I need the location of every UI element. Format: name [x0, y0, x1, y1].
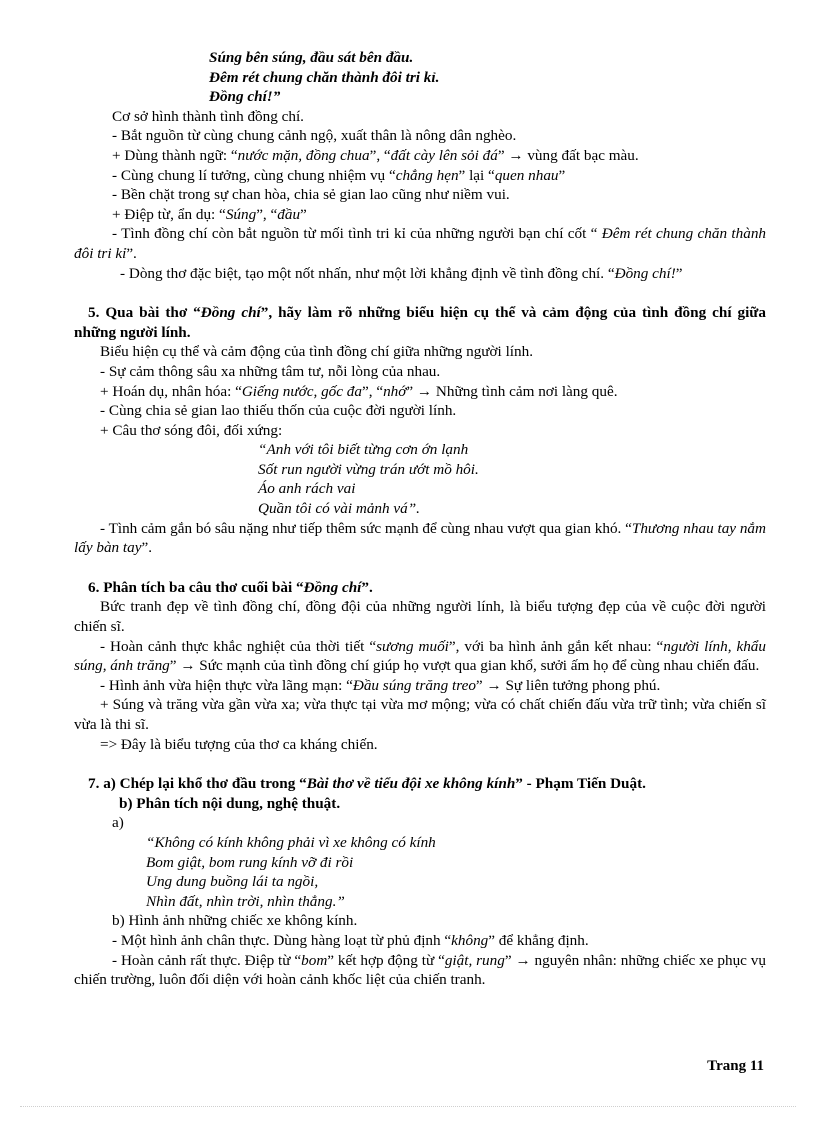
- poem-line: Đồng chí!”: [209, 88, 281, 106]
- paragraph: + Súng và trăng vừa gần vừa xa; vừa thực tại vừa mơ mộng; vừa có chất chiến đấu vừa trữ tình; vừa chiến sĩ vừa là thi sĩ.: [74, 696, 766, 733]
- paragraph: + Câu thơ sóng đôi, đối xứng:: [100, 421, 283, 439]
- poem-line: “Anh với tôi biết từng cơn ớn lạnh: [258, 441, 469, 459]
- poem-line: Nhìn đất, nhìn trời, nhìn thẳng.”: [146, 892, 345, 910]
- poem-line: Súng bên súng, đầu sát bên đầu.: [209, 49, 414, 66]
- poem-line: Áo anh rách vai: [258, 480, 356, 498]
- page-number: Trang 11: [707, 1058, 764, 1074]
- paragraph: - Một hình ảnh chân thực. Dùng hàng loạt từ phủ định “không” để khẳng định.: [112, 931, 589, 949]
- subsection-heading: b) Phân tích nội dung, nghệ thuật.: [119, 794, 341, 812]
- poem-line: Đêm rét chung chăn thành đôi tri kỉ.: [209, 68, 440, 86]
- page-content: [74, 48, 766, 990]
- paragraph: - Bền chặt trong sự chan hòa, chia sẻ gian lao cũng như niềm vui.: [112, 186, 510, 204]
- section-heading-7: 7. a) Chép lại khổ thơ đầu trong “Bài thơ về tiểu đội xe không kính” - Phạm Tiến Duật.: [88, 775, 646, 793]
- paragraph: => Đây là biểu tượng của thơ ca kháng chiến.: [100, 735, 378, 753]
- paragraph: Bức tranh đẹp về tình đồng chí, đồng đội của những người lính, là biểu tượng đẹp của về cuộc đời người chiến sĩ.: [74, 598, 766, 636]
- paragraph: + Hoán dụ, nhân hóa: “Giếng nước, gốc đa”, “nhớ” → Những tình cảm nơi làng quê.: [100, 382, 618, 400]
- section-heading-6: 6. Phân tích ba câu thơ cuối bài “Đồng chí”.: [88, 578, 373, 596]
- page-bottom-divider: [20, 1106, 796, 1107]
- paragraph: - Hoàn cảnh thực khắc nghiệt của thời tiết “sương muối”, với ba hình ảnh gắn kết nhau: “người lính, khẩu súng, ánh trăng” → Sức mạnh của tình đồng chí giúp họ vượt qua gian khổ, sưởi ấm họ để cùng nhau chiến đấu.: [74, 637, 766, 675]
- paragraph: - Cùng chia sẻ gian lao thiếu thốn của cuộc đời người lính.: [100, 402, 457, 420]
- paragraph: + Điệp từ, ẩn dụ: “Súng”, “đầu”: [112, 205, 307, 223]
- paragraph: - Cùng chung lí tưởng, cùng chung nhiệm vụ “chẳng hẹn” lại “quen nhau”: [112, 166, 566, 184]
- paragraph: - Tình đồng chí còn bắt nguồn từ mối tình tri kỉ của những người bạn chí cốt “ Đêm rét chung chăn thành đôi tri kỉ”.: [74, 225, 767, 262]
- paragraph: - Tình cảm gắn bó sâu nặng như tiếp thêm sức mạnh để cùng nhau vượt qua gian khó. “Thương nhau tay nắm lấy bàn tay”.: [74, 519, 766, 557]
- paragraph: Cơ sở hình thành tình đồng chí.: [112, 107, 304, 125]
- paragraph: - Sự cảm thông sâu xa những tâm tư, nỗi lòng của nhau.: [100, 362, 441, 380]
- poem-line: “Không có kính không phải vì xe không có kính: [146, 833, 436, 851]
- poem-line: Sốt run người vừng trán ướt mồ hôi.: [258, 460, 479, 478]
- poem-line: Ung dung buồng lái ta ngồi,: [146, 873, 319, 891]
- paragraph: b) Hình ảnh những chiếc xe không kính.: [112, 912, 358, 930]
- paragraph: a): [112, 814, 124, 832]
- paragraph: + Dùng thành ngữ: “nước mặn, đồng chua”, “đất cày lên sỏi đá” → vùng đất bạc màu.: [112, 146, 639, 164]
- poem-line: Bom giật, bom rung kính vỡ đi rồi: [146, 853, 354, 871]
- poem-line: Quần tôi có vài mảnh vá”.: [258, 500, 420, 518]
- paragraph: - Hoàn cảnh rất thực. Điệp từ “bom” kết hợp động từ “giật, rung” → nguyên nhân: những chiếc xe phục vụ chiến trường, luôn đối diện với hoàn cảnh khốc liệt của chiến tranh.: [74, 951, 766, 989]
- paragraph: - Hình ảnh vừa hiện thực vừa lãng mạn: “Đầu súng trăng treo” → Sự liên tưởng phong phú.: [100, 676, 661, 694]
- paragraph: Biểu hiện cụ thể và cảm động của tình đồng chí giữa những người lính.: [100, 343, 533, 361]
- section-heading-5: 5. Qua bài thơ “Đồng chí”, hãy làm rõ những biểu hiện cụ thể và cảm động của tình đồng chí giữa những người lính.: [74, 304, 766, 341]
- paragraph: - Bắt nguồn từ cùng chung cảnh ngộ, xuất thân là nông dân nghèo.: [112, 127, 517, 145]
- paragraph: - Dòng thơ đặc biệt, tạo một nốt nhấn, như một lời khẳng định về tình đồng chí. “Đồng chí!”: [120, 264, 683, 282]
